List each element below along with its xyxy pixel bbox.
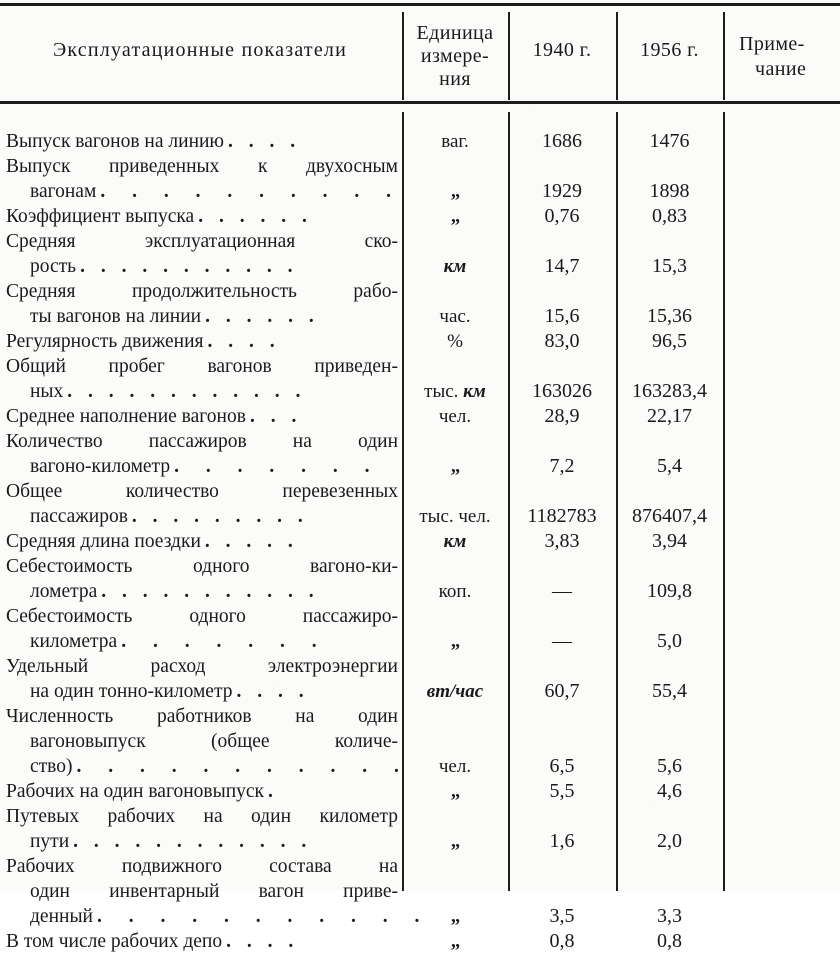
value-cell-1956: 15,3 (652, 255, 687, 277)
value-cell-1940: 60,7 (544, 680, 580, 702)
unit-cell (404, 929, 506, 954)
dot-leader: . . . . . . (205, 306, 320, 327)
table-row[interactable] (0, 204, 840, 229)
value-cell-1956: 0,8 (657, 930, 682, 952)
value-cell-1940: 3,83 (544, 530, 580, 552)
metric-label-line: Коэффициент выпуска . . . . . . (6, 206, 313, 227)
value-cell-1940: 83,0 (544, 330, 580, 352)
table-row[interactable] (0, 154, 840, 204)
dot-leader: . . . . . . . . . . . . (67, 381, 306, 402)
metric-label-line: Численность работников на один (6, 706, 398, 727)
value-cell-1956: 15,36 (647, 305, 692, 327)
column-header-unit-line3: ния (439, 68, 471, 90)
dot-leader: . . . . . . (198, 206, 313, 227)
column-header-unit (404, 22, 506, 91)
metric-label-line: Себестоимость одного вагоно-ки- (6, 556, 398, 577)
dot-leader: . . . . . (204, 531, 299, 552)
table-row[interactable] (0, 804, 840, 854)
value-cell-1956: 5,0 (657, 630, 682, 652)
note-cell (725, 629, 838, 654)
note-cell (725, 204, 838, 229)
note-cell (725, 579, 838, 604)
note-cell (725, 404, 838, 429)
value-cell-1956: 5,4 (657, 455, 682, 477)
metric-label-line: Общий пробег вагонов приведен- (6, 356, 398, 377)
metric-label-line: Путевых рабочих на один километр (6, 806, 398, 827)
ditto-mark: „ (450, 206, 460, 227)
unit-cell: чел. (438, 406, 472, 427)
metric-label-line: километра . . . . . . . (30, 631, 328, 652)
note-cell (725, 304, 838, 329)
value-cell-1956: 22,17 (647, 405, 692, 427)
ditto-mark: „ (450, 781, 460, 802)
metric-label-line: вагоно-километр . . . . . . . (30, 456, 381, 477)
table-row[interactable] (0, 279, 840, 329)
column-header-year-1956: 1956 г. (640, 39, 699, 61)
dot-leader: . . . . (228, 131, 301, 152)
unit-cell: тыс. чел. (419, 506, 491, 527)
note-cell (725, 379, 838, 404)
metric-label-line: ных . . . . . . . . . . . . (30, 381, 306, 402)
column-header-year-1940: 1940 г. (532, 39, 592, 61)
metric-label-line: ты вагонов на линии . . . . . . (30, 306, 320, 327)
metric-label-line: на один тонно-километр . . . . (30, 681, 310, 702)
value-cell-1940: 0,8 (549, 930, 575, 952)
value-cell-1956: 109,8 (647, 580, 692, 602)
note-cell (725, 454, 838, 479)
note-cell (725, 529, 838, 554)
table-body (0, 129, 840, 954)
dot-leader: . . . (249, 406, 302, 427)
metric-label-line: Рабочих на один вагоновыпуск . (6, 781, 279, 802)
dot-leader: . . . . (207, 331, 281, 352)
unit-cell: тыс. км (424, 381, 486, 402)
ditto-mark: „ (450, 831, 460, 852)
unit-cell: ваг. (441, 131, 469, 152)
value-cell-1940: 1,6 (549, 830, 575, 852)
unit-cell: км (443, 531, 467, 552)
ditto-mark: „ (450, 906, 460, 927)
value-cell-1956: 3,94 (652, 530, 687, 552)
note-cell (725, 904, 838, 929)
metric-label-line: Средняя эксплуатационная ско- (6, 231, 398, 252)
note-cell (725, 129, 838, 154)
dot-leader: . . . . . . . . . . (100, 181, 402, 202)
unit-cell (404, 179, 506, 204)
unit-cell: км (443, 256, 467, 277)
value-cell-1956: 96,5 (652, 330, 687, 352)
table-row[interactable] (0, 404, 840, 429)
value-cell-1940: 6,5 (549, 755, 575, 777)
value-cell-1940: 28,9 (544, 405, 580, 427)
ditto-mark: „ (450, 631, 460, 652)
metric-label-line: вагоновыпуск (общее количе- (30, 731, 398, 752)
unit-cell (404, 454, 506, 479)
value-cell-1940: 14,7 (544, 255, 580, 277)
dot-leader: . . . . . . . . . . . (76, 756, 410, 777)
value-cell-1940: — (552, 580, 572, 602)
note-cell (725, 754, 838, 779)
unit-cell (404, 204, 506, 229)
value-cell-1956: 4,6 (657, 780, 682, 802)
unit-cell (404, 904, 506, 929)
metric-label-line: Среднее наполнение вагонов . . . (6, 406, 302, 427)
table-row[interactable] (0, 329, 840, 354)
table-row[interactable] (0, 479, 840, 529)
column-header-metric: Эксплуатационные показатели (52, 39, 348, 61)
table-row[interactable] (0, 654, 840, 704)
value-cell-1940: 0,76 (544, 205, 580, 227)
table-header-rule (0, 101, 840, 104)
table-row[interactable] (0, 354, 840, 404)
unit-cell (404, 829, 506, 854)
unit-cell (404, 779, 506, 804)
table-row[interactable] (0, 529, 840, 554)
unit-cell: вт/час (426, 681, 484, 702)
unit-cell (404, 629, 506, 654)
value-cell-1940: 163026 (532, 380, 592, 402)
metric-label-line: Регулярность движения . . . . (6, 331, 281, 352)
dot-leader: . . . . . . . . . . . (97, 906, 431, 927)
ditto-mark: „ (450, 931, 460, 952)
table-row[interactable] (0, 779, 840, 804)
table-top-rule (0, 3, 840, 6)
metric-label-line: пути . . . . . . . . . . . . (30, 831, 312, 852)
note-cell (725, 329, 838, 354)
metric-label-line: рость . . . . . . . . . . . (30, 256, 298, 277)
metric-label-line: Выпуск вагонов на линию . . . . (6, 131, 301, 152)
value-cell-1940: 1929 (542, 180, 582, 202)
note-cell (725, 779, 838, 804)
unit-cell: час. (439, 306, 471, 327)
dot-leader: . . . . . . . . . (131, 506, 309, 527)
value-cell-1956: 55,4 (652, 680, 687, 702)
note-cell (725, 679, 838, 704)
note-cell (725, 254, 838, 279)
unit-cell: коп. (438, 581, 472, 602)
dot-leader: . . . . . . . . . . . (80, 256, 298, 277)
metric-label-line: Рабочих подвижного состава на (6, 856, 398, 877)
table-row[interactable] (0, 604, 840, 654)
dot-leader: . . . . . . . . . . . . (73, 831, 312, 852)
unit-cell: чел. (438, 756, 472, 777)
metric-label-line: пассажиров . . . . . . . . . (30, 506, 309, 527)
metric-label-line: Выпуск приведенных к двухосным (6, 156, 398, 177)
value-cell-1956: 1898 (649, 180, 690, 202)
metric-label-line: В том числе рабочих депо . . . . (6, 931, 299, 952)
unit-italic-part: км (463, 381, 486, 402)
value-cell-1956: 0,83 (652, 205, 687, 227)
note-cell (725, 504, 838, 529)
value-cell-1956: 1476 (649, 130, 690, 152)
value-cell-1956: 876407,4 (632, 505, 707, 527)
value-cell-1956: 5,6 (657, 755, 682, 777)
metric-label-line: Средняя длина поездки . . . . . (6, 531, 299, 552)
metric-label-line: вагонам . . . . . . . . . . (30, 181, 402, 202)
note-cell (725, 929, 838, 954)
value-cell-1956: 2,0 (657, 830, 682, 852)
metric-label-line: лометра . . . . . . . . . . . (30, 581, 320, 602)
ditto-mark: „ (450, 456, 460, 477)
metric-label-line: один инвентарный вагон приве- (30, 881, 398, 902)
note-cell (725, 829, 838, 854)
metric-label-line: Себестоимость одного пассажиро- (6, 606, 398, 627)
value-cell-1940: 1686 (542, 130, 582, 152)
table-row[interactable] (0, 929, 840, 954)
unit-cell: % (447, 331, 463, 352)
table-row[interactable] (0, 554, 840, 604)
table-row[interactable] (0, 429, 840, 479)
table-row[interactable] (0, 129, 840, 154)
value-cell-1940: 15,6 (544, 305, 580, 327)
metric-label-line: ство) . . . . . . . . . . . (30, 756, 410, 777)
column-header-unit-line2: измере- (420, 45, 490, 67)
metric-label-line: Средняя продолжительность рабо- (6, 281, 398, 302)
value-cell-1940: 3,5 (549, 905, 575, 927)
metric-label-line: Общее количество перевезенных (6, 481, 398, 502)
column-header-note (725, 32, 838, 82)
dot-leader: . . . . . . . (121, 631, 328, 652)
value-cell-1940: 5,5 (549, 780, 575, 802)
table-header (0, 12, 840, 100)
value-cell-1956: 3,3 (657, 905, 682, 927)
value-cell-1940: — (552, 630, 572, 652)
dot-leader: . . . . . . . (174, 456, 381, 477)
dot-leader: . . . . (226, 931, 299, 952)
table-row[interactable] (0, 854, 840, 929)
dot-leader: . . . . (236, 681, 310, 702)
table-row[interactable] (0, 229, 840, 279)
ditto-mark: „ (450, 181, 460, 202)
value-cell-1940: 7,2 (549, 455, 575, 477)
value-cell-1940: 1182783 (527, 505, 597, 527)
dot-leader: . . . . . . . . . . . (101, 581, 320, 602)
note-cell (725, 179, 838, 204)
dot-leader: . (268, 781, 279, 802)
table-row[interactable] (0, 704, 840, 779)
value-cell-1956: 163283,4 (632, 380, 707, 402)
column-header-unit-line1: Единица (416, 22, 494, 44)
metric-label-line: Удельный расход электроэнергии (6, 656, 398, 677)
column-header-note-line2: чание (755, 58, 807, 80)
metric-label-line: Количество пассажиров на один (6, 431, 398, 452)
metric-label-line: денный . . . . . . . . . . . (30, 906, 431, 927)
column-header-note-line1: Приме- (739, 33, 805, 55)
